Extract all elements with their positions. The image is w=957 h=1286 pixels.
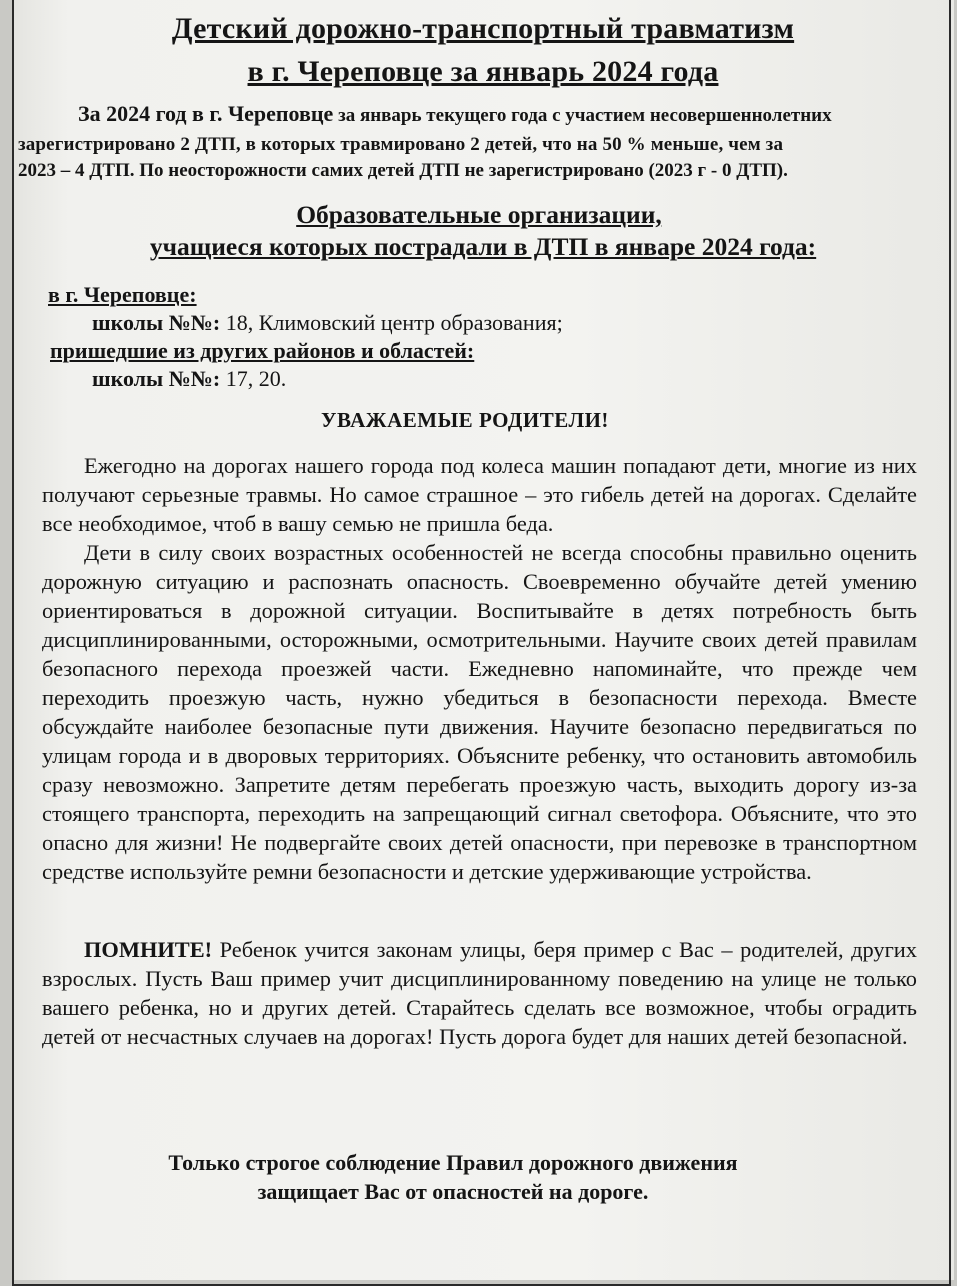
closing-line-2: защищает Вас от опасностей на дороге. (257, 1179, 649, 1204)
orgs-title-line-1: Образовательные организации, (296, 200, 662, 229)
city-label: в г. Череповце: (48, 282, 197, 307)
intro-line-3: 2023 – 4 ДТП. По неосторожности самих детей ДТП не зарегистрировано (2023 г - 0 ДТП). (18, 160, 788, 181)
paragraph-1: Ежегодно на дорогах нашего города под колеса машин попадают дети, многие из них получают серьезные травмы. Но самое страшное – это гибель детей на дорогах. Сделайте все необходимое, чтоб в вашу семью не пришла беда. (42, 453, 917, 536)
city-schools-row (92, 310, 563, 336)
remember-label: ПОМНИТЕ! (84, 937, 213, 962)
title-line-1: Детский дорожно-транспортный травматизм (171, 12, 795, 45)
remember-text: Ребенок учится законам улицы, беря пример с Вас – родителей, других взрослых. Пусть Ваш пример учит дисциплинированному поведению на улице не только вашего ребенка, но и других детей. Старайтесь сделать все возможное, чтобы оградить детей от несчастных случаев на дорогах! Пусть дорога будет для наших детей безопасной. (42, 937, 917, 1049)
title-line-2: в г. Череповце за январь 2024 года (247, 55, 719, 88)
other-schools-row (92, 366, 286, 392)
other-schools: 17, 20. (220, 366, 287, 391)
intro-line-2: зарегистрировано 2 ДТП, в которых травмировано 2 детей, что на 50 % меньше, чем за (18, 134, 784, 155)
intro-line-1 (78, 101, 832, 129)
orgs-title-line-2: учащиеся которых пострадали в ДТП в январе 2024 года: (149, 232, 817, 261)
document-sheet (12, 0, 954, 1280)
intro-line-1-rest: за январь текущего года с участием несовершеннолетних (333, 105, 832, 126)
paragraph-2: Дети в силу своих возрастных особенностей не всегда способны правильно оценить дорожную ситуацию и распознать опасность. Своевременно обучайте детей умению ориентироваться в дорожной ситуации. Воспитывайте в детях потребность быть дисциплинированными, осторожными, осмотрительными. Научите своих детей правилам безопасного перехода проезжей части. Ежедневно напоминайте, что прежде чем переходить проезжую часть, нужно убедиться в безопасности перехода. Вместе обсуждайте наиболее безопасные пути движения. Научите безопасно передвигаться по улицам города и в дворовых территориях. Объясните ребенку, что остановить автомобиль сразу невозможно. Запретите детям перебегать проезжую часть, выходить дорогу из-за стоящего транспорта, переходить на запрещающий сигнал светофора. Объясните, что это опасно для жизни! Не подвергайте своих детей опасности, при перевозке в транспортном средстве используйте ремни безопасности и детские удерживающие устройства. (42, 540, 917, 884)
intro-lead: За 2024 год в г. Череповце (78, 101, 334, 126)
schools-label-2: школы №№: (92, 366, 221, 391)
schools-label: школы №№: (92, 310, 221, 335)
closing-line-1: Только строгое соблюдение Правил дорожного движения (168, 1150, 738, 1175)
other-regions-label: пришедшие из других районов и областей: (50, 338, 475, 363)
city-schools: 18, Климовский центр образования; (220, 310, 563, 335)
parents-heading: УВАЖАЕМЫЕ РОДИТЕЛИ! (321, 408, 609, 432)
main-text (42, 451, 917, 886)
remember-paragraph (42, 935, 917, 1051)
